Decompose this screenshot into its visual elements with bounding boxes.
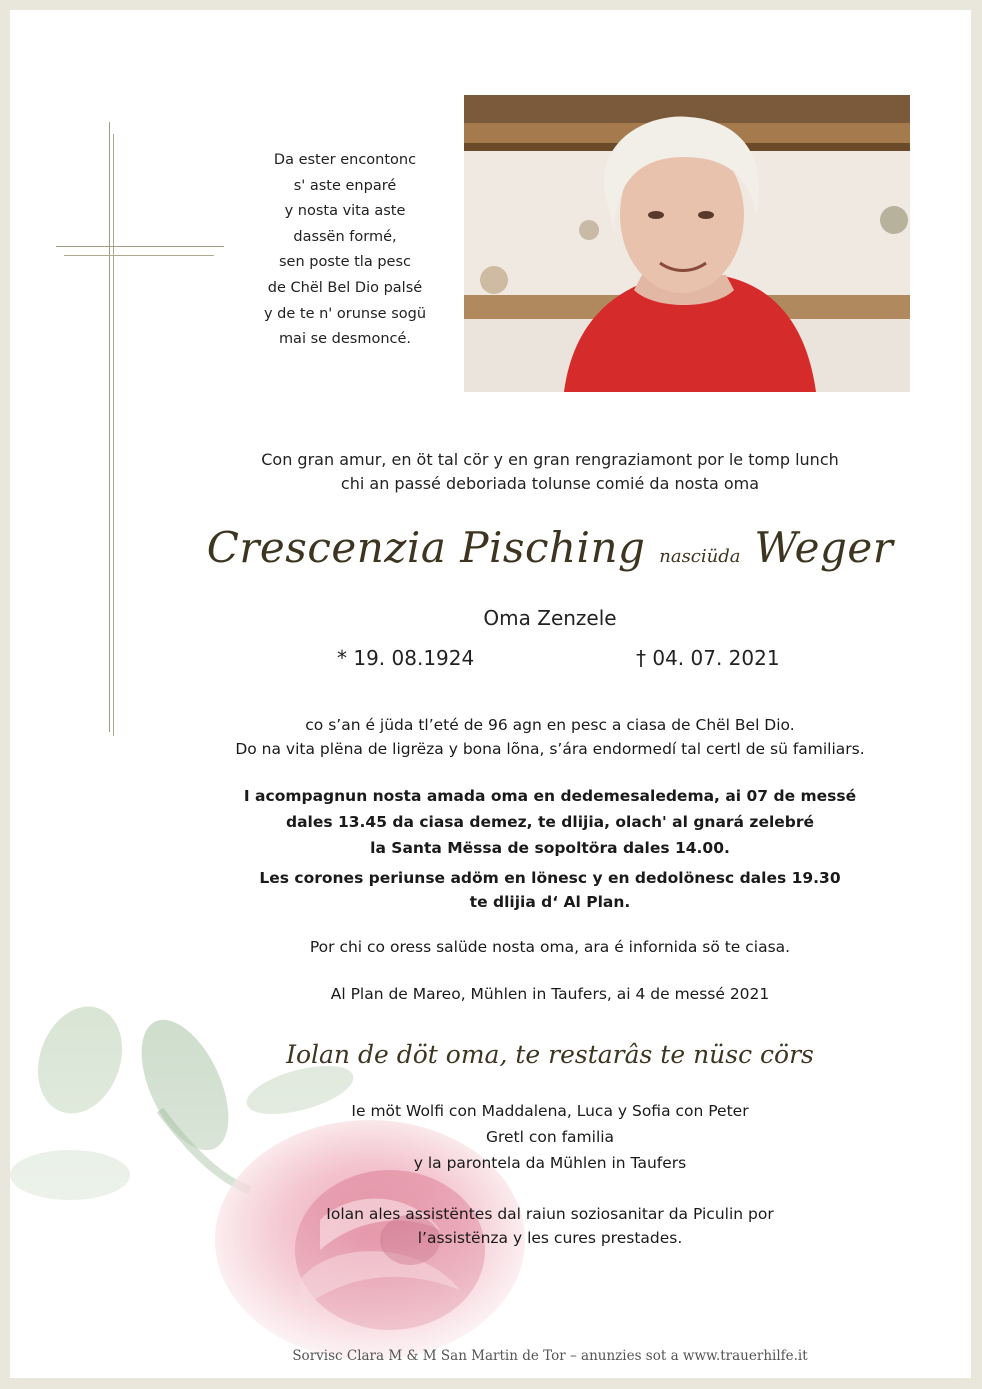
poem-line: s' aste enparé bbox=[293, 177, 397, 194]
text-line: te dlijia d‘ Al Plan. bbox=[469, 893, 631, 911]
cross-vertical-line bbox=[109, 122, 110, 732]
intro-line: Con gran amur, en öt tal cör y en gran rengraziamont por le tomp lunch bbox=[261, 450, 839, 469]
footer-text: Sorvisc Clara M & M San Martin de Tor – anunzies sot a www.trauerhilfe.it bbox=[292, 1348, 808, 1364]
poem bbox=[240, 148, 450, 353]
cross-vertical-line-2 bbox=[113, 134, 114, 736]
poem-line: de Chël Bel Dio palsé bbox=[267, 279, 423, 296]
family-line: y la parontela da Mühlen in Taufers bbox=[413, 1154, 687, 1172]
paragraph-passing bbox=[200, 713, 900, 761]
paragraph-funeral bbox=[200, 783, 900, 861]
death-date: † 04. 07. 2021 bbox=[636, 646, 780, 670]
family-line: Ie möt Wolfi con Maddalena, Luca y Sofia con Peter bbox=[351, 1102, 749, 1120]
cross-horizontal-line bbox=[56, 246, 224, 247]
text-line: co s’an é jüda tl’eté de 96 agn en pesc a ciasa de Chël Bel Dio. bbox=[305, 716, 795, 734]
nickname: Oma Zenzele bbox=[483, 606, 617, 630]
poem-line: dassën formé, bbox=[293, 228, 397, 245]
text-line: dales 13.45 da ciasa demez, te dlijia, olach' al gnará zelebré bbox=[285, 813, 815, 831]
name-first: Crescenzia Pisching bbox=[206, 523, 646, 572]
poem-line: y nosta vita aste bbox=[284, 203, 406, 220]
poem-line: sen poste tla pesc bbox=[279, 254, 411, 271]
name-nee-label: nasciüda bbox=[659, 546, 741, 567]
poem-line: y de te n' orunse sogü bbox=[263, 305, 427, 322]
paragraph-viewing: Por chi co oress salüde nosta oma, ara é infornida sö te ciasa. bbox=[309, 938, 791, 956]
thanks-line: l’assistënza y les cures prestades. bbox=[417, 1229, 683, 1247]
thanks-text bbox=[200, 1202, 900, 1250]
paragraph-rosary bbox=[200, 866, 900, 914]
text-line: la Santa Mëssa de sopoltöra dales 14.00. bbox=[370, 839, 730, 857]
text-line: Les corones periunse adöm en lönesc y en dedolönesc dales 19.30 bbox=[259, 869, 841, 887]
family-list bbox=[200, 1098, 900, 1176]
family-line: Gretl con familia bbox=[485, 1128, 615, 1146]
poem-line: Da ester encontonc bbox=[273, 152, 417, 168]
poem-line: mai se desmoncé. bbox=[278, 331, 412, 348]
name-maiden: Weger bbox=[754, 523, 894, 572]
text-line: I acompagnun nosta amada oma en dedemesaledema, ai 07 de messé bbox=[243, 787, 857, 805]
intro-text bbox=[200, 448, 900, 496]
cross-horizontal-line-2 bbox=[64, 255, 214, 256]
thanks-line: Iolan ales assistëntes dal raiun soziosanitar da Piculin por bbox=[326, 1205, 774, 1223]
deceased-name bbox=[200, 518, 900, 587]
obituary-sheet bbox=[10, 10, 971, 1378]
intro-line: chi an passé deboriada tolunse comié da nosta oma bbox=[340, 474, 760, 493]
portrait-illustration bbox=[464, 95, 910, 392]
motto: Iolan de döt oma, te restarâs te nüsc cörs bbox=[286, 1040, 814, 1069]
portrait-photo bbox=[464, 95, 910, 392]
text-line: Do na vita plëna de ligrëza y bona lõna, s’ára endormedí tal certl de sü familiars. bbox=[235, 740, 865, 758]
place-date: Al Plan de Mareo, Mühlen in Taufers, ai 4 de messé 2021 bbox=[330, 985, 770, 1003]
birth-date: * 19. 08.1924 bbox=[337, 646, 475, 670]
